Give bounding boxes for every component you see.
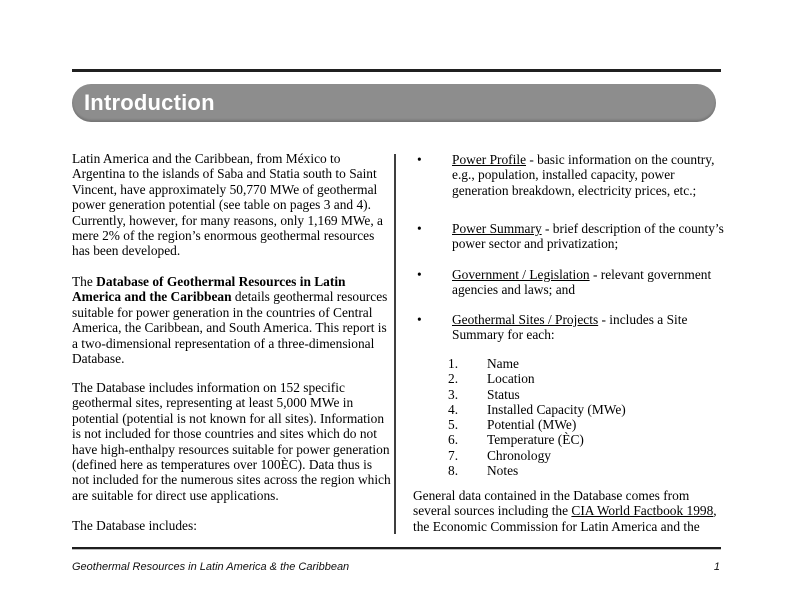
list-item bbox=[413, 432, 725, 447]
top-rule bbox=[72, 69, 721, 72]
list-item bbox=[413, 371, 725, 386]
para2-bold-title: Database of Geothermal Resources in Latin America and the Caribbean bbox=[72, 274, 346, 305]
para2-prefix: The bbox=[72, 274, 97, 289]
paragraph-sources bbox=[413, 488, 725, 534]
site-summary-list bbox=[413, 356, 725, 478]
list-item bbox=[413, 267, 725, 298]
list-item bbox=[413, 448, 725, 463]
list-item bbox=[413, 356, 725, 371]
item-number: 3. bbox=[448, 386, 459, 402]
item-text: Location bbox=[487, 371, 535, 387]
bullet-icon: • bbox=[417, 267, 422, 282]
bullet-icon: • bbox=[417, 221, 422, 236]
item-number: 6. bbox=[448, 432, 459, 448]
footer-rule bbox=[72, 547, 721, 550]
list-item bbox=[413, 402, 725, 417]
page-title: Introduction bbox=[84, 90, 215, 115]
closing-prefix: General data contained in the Database comes from several sources including the bbox=[413, 488, 690, 519]
item-text: Status bbox=[487, 386, 520, 402]
item-text: Temperature (ÈC) bbox=[487, 432, 584, 448]
paragraph-overview-text: Latin America and the Caribbean, from México to Argentina to the islands of Saba and Statia south to Saint Vincent, have approximately 50,770 MWe of geothermal power generation potential (see table on pages 3 and 4). Currently, however, for many reasons, only 1,169 MWe, a mere 2% of the region’s enormous geothermal resources has been developed. bbox=[72, 151, 384, 259]
item-text: Notes bbox=[487, 463, 519, 479]
list-item bbox=[413, 417, 725, 432]
section-header-bar bbox=[72, 84, 716, 122]
bullet-label-government-legislation: Government / Legislation bbox=[452, 267, 590, 282]
item-text: Potential (MWe) bbox=[487, 417, 577, 433]
closing-suffix: , the Economic Commission for Latin America and the bbox=[413, 503, 717, 534]
item-number: 4. bbox=[448, 401, 459, 417]
footer-document-title: Geothermal Resources in Latin America & the Caribbean bbox=[72, 561, 350, 573]
bullet-label-power-summary: Power Summary bbox=[452, 221, 542, 236]
column-divider bbox=[394, 154, 396, 534]
list-item bbox=[413, 221, 725, 252]
item-number: 1. bbox=[448, 356, 459, 371]
paragraph-database-contents bbox=[72, 380, 392, 503]
list-item bbox=[413, 152, 725, 198]
bullet-icon: • bbox=[417, 312, 422, 327]
footer-page-number: 1 bbox=[713, 561, 720, 573]
bullet-label-geothermal-sites: Geothermal Sites / Projects bbox=[452, 312, 599, 327]
bullet-text: - relevant government agencies and laws; and bbox=[452, 267, 712, 298]
para2-suffix: details geothermal resources suitable for power generation in the countries of Central America, the Caribbean, and South America. This report is a two-dimensional representation of a three-dimensional Database. bbox=[72, 289, 388, 367]
item-number: 8. bbox=[448, 463, 459, 479]
list-item bbox=[413, 463, 725, 478]
item-text: Chronology bbox=[487, 447, 551, 463]
bullet-icon: • bbox=[417, 152, 422, 167]
paragraph-database-contents-text: The Database includes information on 152 specific geothermal sites, representing at least 5,000 MWe in potential (potential is not known for all sites). Information is not included for those countries and sites which do not have high-enthalpy resources suitable for power generation (defined here as temperatures over 100ÈC). Data thus is not included for the numerous sites across the region which are suitable for direct use applications. bbox=[72, 380, 391, 503]
item-number: 5. bbox=[448, 417, 459, 433]
list-item bbox=[413, 312, 725, 343]
paragraph-database-includes-text: The Database includes: bbox=[72, 518, 197, 533]
paragraph-database-description bbox=[72, 274, 392, 366]
closing-reference: CIA World Factbook 1998 bbox=[571, 503, 714, 519]
paragraph-overview bbox=[72, 151, 392, 259]
bullet-text: - includes a Site Summary for each: bbox=[452, 312, 688, 343]
item-number: 7. bbox=[448, 447, 459, 463]
list-item bbox=[413, 387, 725, 402]
item-text: Installed Capacity (MWe) bbox=[487, 401, 626, 417]
bullet-text: - basic information on the country, e.g., population, installed capacity, power generation breakdown, electricity prices, etc.; bbox=[452, 152, 715, 198]
item-number: 2. bbox=[448, 371, 459, 387]
paragraph-database-includes bbox=[72, 518, 392, 533]
item-text: Name bbox=[487, 356, 519, 371]
bullet-text: - brief description of the county’s power sector and privatization; bbox=[452, 221, 724, 252]
bullet-label-power-profile: Power Profile bbox=[452, 152, 527, 167]
